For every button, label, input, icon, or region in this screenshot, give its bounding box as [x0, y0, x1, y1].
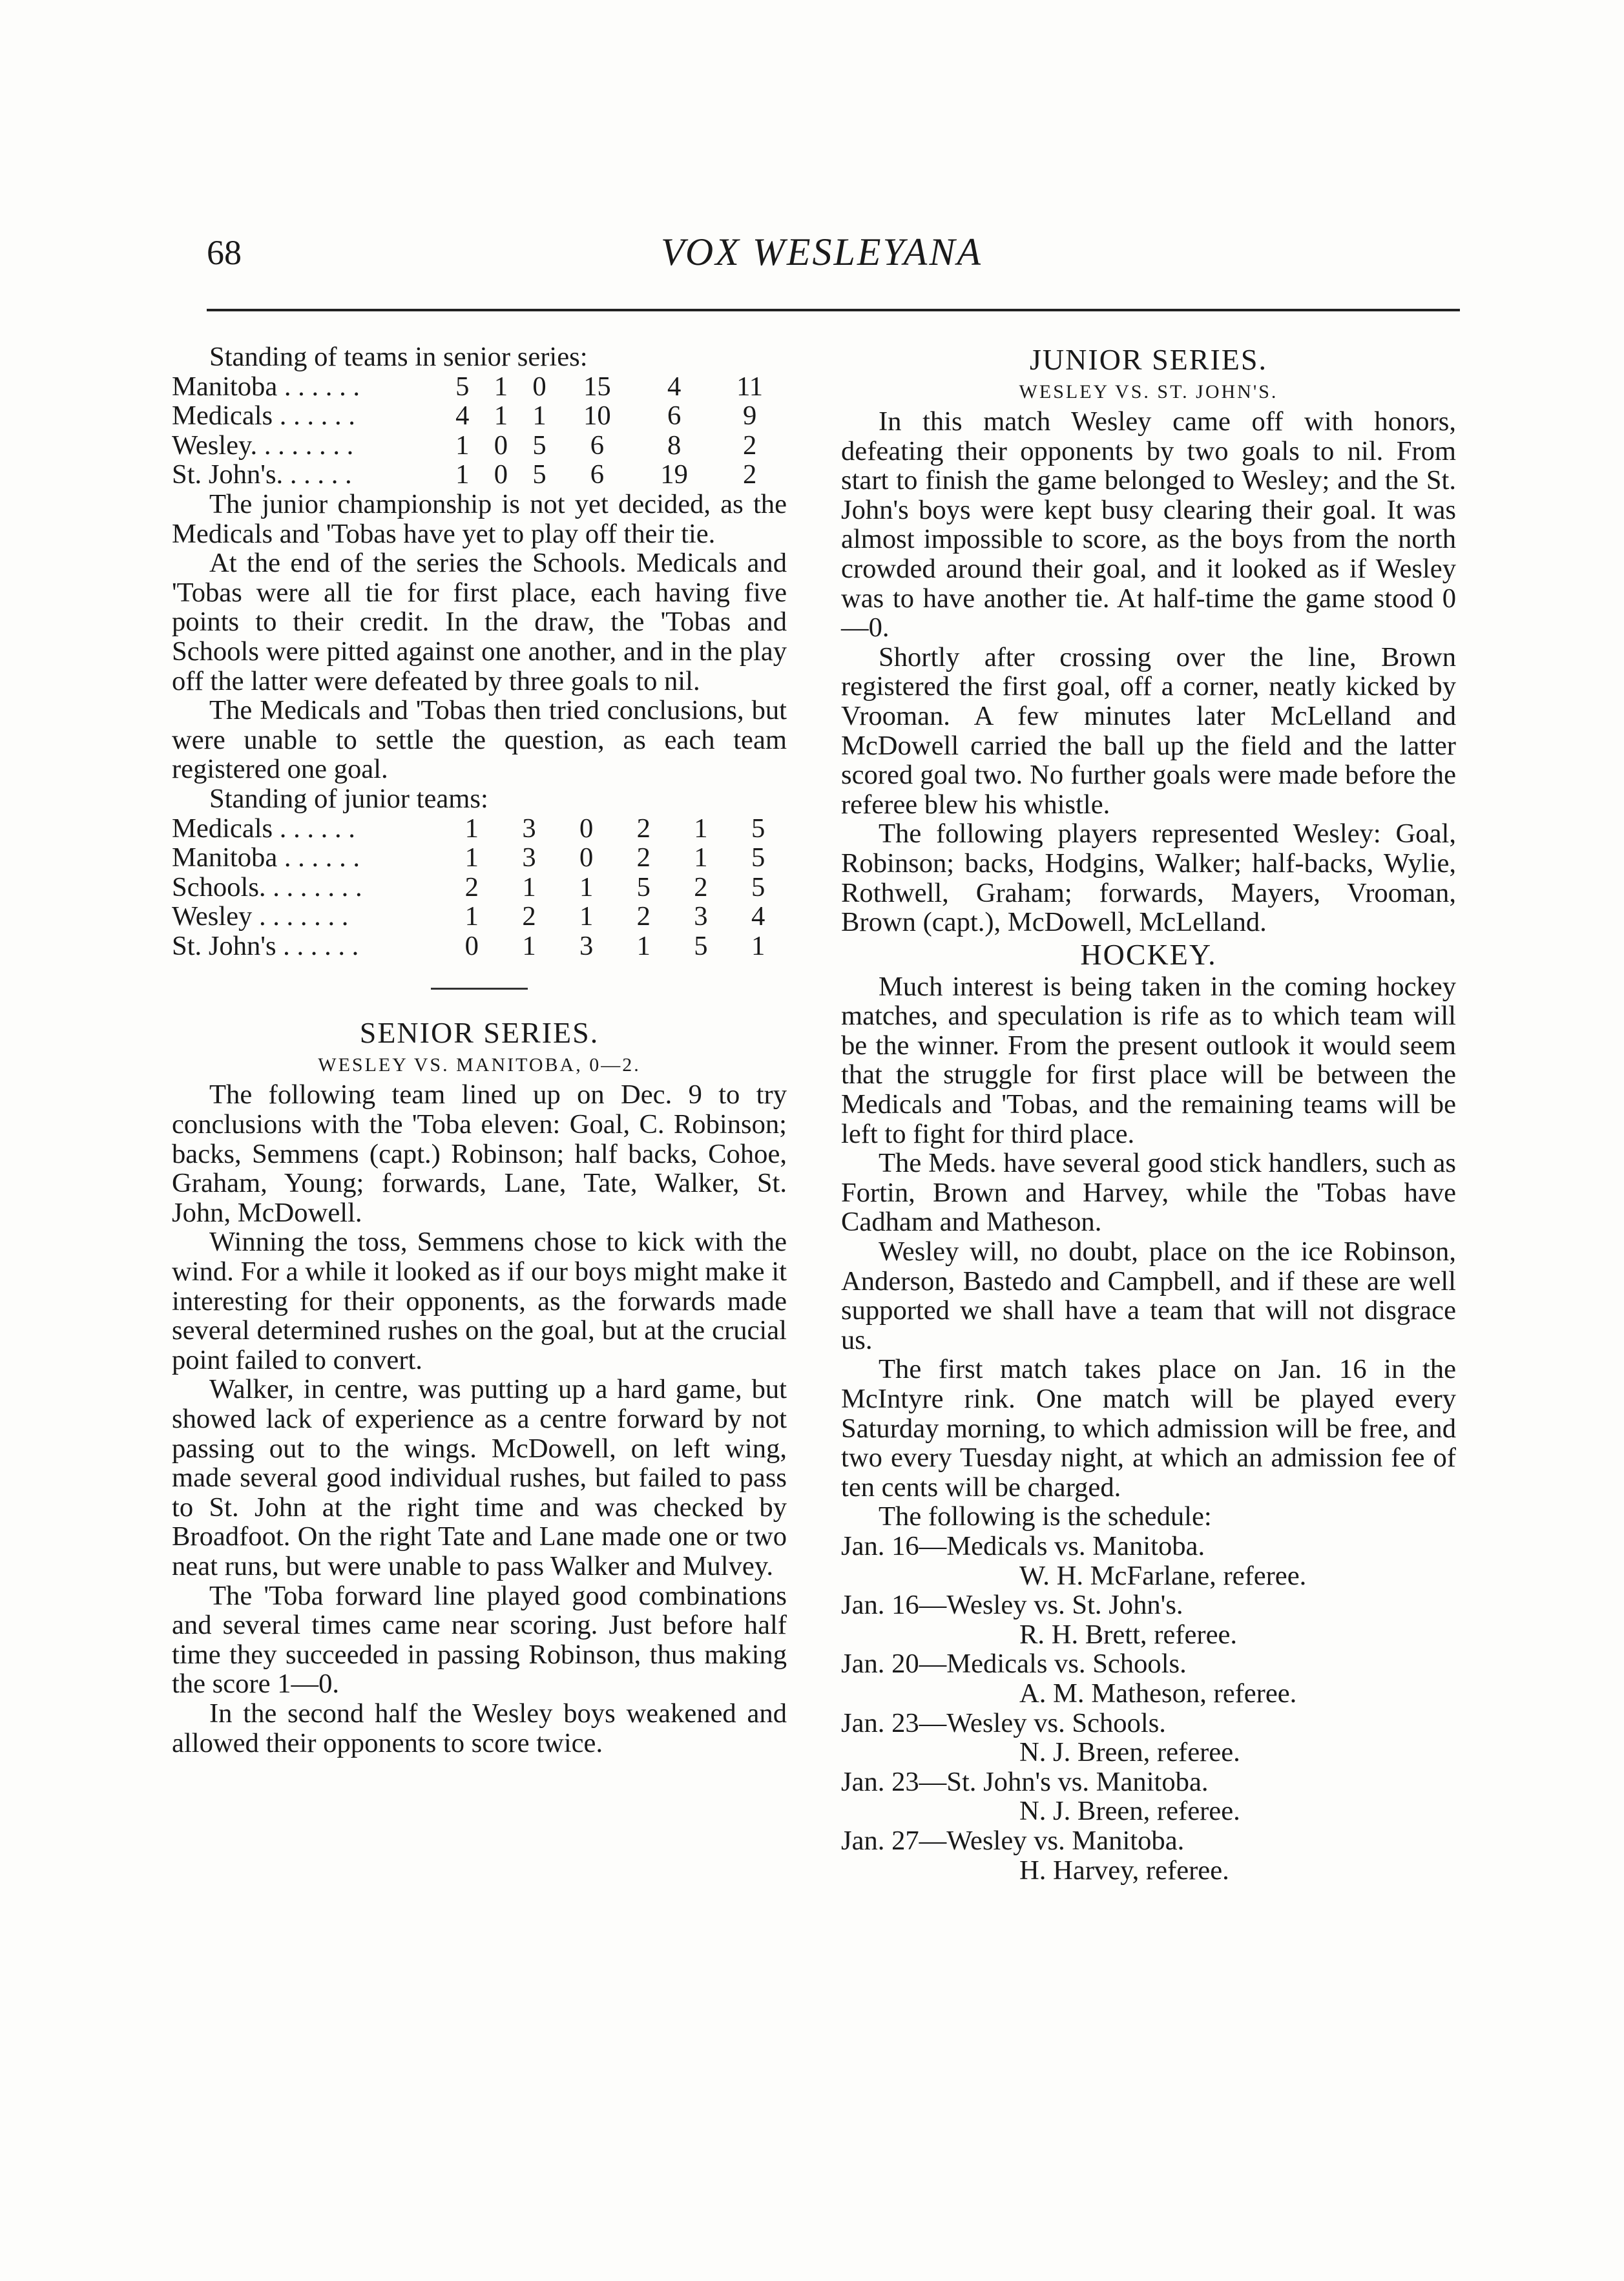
- stat-cell: 2: [464, 871, 479, 902]
- stat-cell: 5: [455, 371, 470, 402]
- team-cell: Wesley . . . . . . .: [172, 901, 349, 932]
- table-row: [172, 843, 787, 873]
- paragraph: The following team lined up on Dec. 9 to try conclusions with the 'Toba eleven: Goal, C. Robinson; backs, Semmens (capt.) Robinson; half backs, Cohoe, Graham, Young; forwards, Lane, Tate, Walker, St. John, McDowell.: [172, 1079, 787, 1228]
- senior-standing-intro: Standing of teams in senior series:: [209, 342, 588, 372]
- schedule-match: Jan. 23—Wesley vs. Schools.: [841, 1707, 1166, 1738]
- header-rule: [207, 309, 1460, 311]
- stat-cell: 0: [579, 842, 594, 873]
- stat-cell: 1: [522, 930, 536, 961]
- stat-cell: 1: [579, 901, 594, 932]
- stat-cell: 1: [464, 842, 479, 873]
- table-row: [172, 372, 787, 402]
- stat-cell: 4: [667, 371, 682, 402]
- stat-cell: 1: [494, 401, 508, 432]
- paragraph: The Medicals and 'Tobas then tried conclusions, but were unable to settle the question, as each team registered one goal.: [172, 695, 787, 785]
- junior-standings-table: [172, 814, 787, 961]
- stat-cell: 3: [522, 842, 536, 873]
- schedule-referee: N. J. Breen, referee.: [1019, 1737, 1240, 1768]
- schedule-referee: N. J. Breen, referee.: [1019, 1796, 1240, 1827]
- team-cell: Manitoba . . . . . .: [172, 371, 360, 402]
- table-row: [172, 932, 787, 961]
- stat-cell: 1: [694, 813, 708, 844]
- stat-cell: 6: [590, 459, 605, 490]
- senior-series-heading: SENIOR SERIES.: [359, 1016, 599, 1050]
- schedule-referee: A. M. Matheson, referee.: [1019, 1678, 1297, 1709]
- team-cell: Medicals . . . . . .: [172, 401, 355, 432]
- junior-standing-intro: Standing of junior teams:: [209, 783, 488, 814]
- stat-cell: 4: [455, 401, 470, 432]
- schedule-match: Jan. 16—Medicals vs. Manitoba.: [841, 1530, 1205, 1561]
- stat-cell: 1: [522, 871, 536, 902]
- paragraph: Winning the toss, Semmens chose to kick with the wind. For a while it looked as if our boys might make it interesting for their opponents, as the forwards made several determined rushes on the goal, but at the crucial point failed to convert.: [172, 1227, 787, 1375]
- stat-cell: 5: [751, 842, 765, 873]
- schedule-match: Jan. 27—Wesley vs. Manitoba.: [841, 1825, 1185, 1856]
- stat-cell: 5: [751, 813, 765, 844]
- stat-cell: 1: [464, 901, 479, 932]
- stat-cell: 1: [532, 401, 547, 432]
- schedule-referee: R. H. Brett, referee.: [1019, 1619, 1238, 1650]
- paragraph: At the end of the series the Schools. Medicals and 'Tobas were all tie for first place, each having five points to their credit. In the draw, the 'Tobas and Schools were pitted against one another, and in the play off the latter were defeated by three goals to nil.: [172, 548, 787, 696]
- stat-cell: 5: [532, 459, 547, 490]
- table-row: [172, 431, 787, 461]
- table-row: [172, 401, 787, 431]
- paragraph: The 'Toba forward line played good combinations and several times came near scoring. Just before half time they succeeded in passing Robinson, thus making the score 1—0.: [172, 1580, 787, 1700]
- table-row: [172, 873, 787, 902]
- stat-cell: 0: [532, 371, 547, 402]
- paragraph: Walker, in centre, was putting up a hard game, but showed lack of experience as a centre forward by not passing out to the wings. McDowell, on left wing, made several good individual rushes, but failed to pass to St. John at the right time and was checked by Broadfoot. On the right Tate and Lane made one or two neat runs, but were unable to pass Walker and Mulvey.: [172, 1374, 787, 1581]
- schedule-list: [841, 1532, 1456, 1885]
- schedule-referee: H. Harvey, referee.: [1019, 1855, 1229, 1886]
- schedule-match: Jan. 16—Wesley vs. St. John's.: [841, 1590, 1183, 1621]
- hockey-heading: HOCKEY.: [1080, 937, 1217, 971]
- junior-series-subheading: WESLEY VS. ST. JOHN'S.: [1019, 381, 1278, 402]
- senior-series-subheading: WESLEY VS. MANITOBA, 0—2.: [318, 1054, 641, 1076]
- stat-cell: 4: [751, 901, 765, 932]
- schedule-intro: The following is the schedule:: [879, 1501, 1212, 1532]
- stat-cell: 0: [579, 813, 594, 844]
- section-divider: [431, 988, 528, 990]
- stat-cell: 2: [636, 901, 651, 932]
- paragraph: Wesley will, no doubt, place on the ice Robinson, Anderson, Bastedo and Campbell, and if these are well supported we shall have a team that will not disgrace us.: [841, 1236, 1456, 1355]
- stat-cell: 1: [694, 842, 708, 873]
- stat-cell: 2: [636, 813, 651, 844]
- stat-cell: 6: [667, 401, 682, 432]
- team-cell: St. John's . . . . . .: [172, 930, 359, 961]
- stat-cell: 5: [532, 430, 547, 461]
- stat-cell: 6: [590, 430, 605, 461]
- page-number: 68: [207, 233, 242, 272]
- stat-cell: 3: [694, 901, 708, 932]
- right-column: [841, 342, 1456, 1885]
- stat-cell: 5: [751, 871, 765, 902]
- team-cell: Wesley. . . . . . . .: [172, 430, 354, 461]
- stat-cell: 1: [455, 430, 470, 461]
- stat-cell: 9: [742, 401, 757, 432]
- stat-cell: 8: [667, 430, 682, 461]
- paragraph: Much interest is being taken in the coming hockey matches, and speculation is rife as to which team will be the winner. From the present outlook it would seem that the struggle for first place will be between the Medicals and 'Tobas, and the remaining teams will be left to fight for third place.: [841, 971, 1456, 1149]
- stat-cell: 3: [522, 813, 536, 844]
- team-cell: Schools. . . . . . . .: [172, 871, 362, 902]
- stat-cell: 2: [742, 459, 757, 490]
- stat-cell: 2: [742, 430, 757, 461]
- stat-cell: 2: [522, 901, 536, 932]
- paragraph: In the second half the Wesley boys weakened and allowed their opponents to score twice.: [172, 1698, 787, 1758]
- schedule-match: Jan. 23—St. John's vs. Manitoba.: [841, 1766, 1209, 1797]
- stat-cell: 5: [694, 930, 708, 961]
- stat-cell: 1: [464, 813, 479, 844]
- stat-cell: 1: [751, 930, 765, 961]
- paragraph: Shortly after crossing over the line, Brown registered the first goal, off a corner, neatly kicked by Vrooman. A few minutes later McLelland and McDowell carried the ball up the field and the latter scored goal two. No further goals were made before the referee blew his whistle.: [841, 641, 1456, 820]
- stat-cell: 19: [660, 459, 688, 490]
- paragraph: The junior championship is not yet decided, as the Medicals and 'Tobas have yet to play off their tie.: [172, 488, 787, 549]
- stat-cell: 3: [579, 930, 594, 961]
- stat-cell: 0: [494, 459, 508, 490]
- stat-cell: 11: [736, 371, 764, 402]
- paragraph: The following players represented Wesley: Goal, Robinson; backs, Hodgins, Walker; half-backs, Wylie, Rothwell, Graham; forwards, Mayers, Vrooman, Brown (capt.), McDowell, McLelland.: [841, 818, 1456, 938]
- team-cell: St. John's. . . . . .: [172, 459, 352, 490]
- paragraph: In this match Wesley came off with honors, defeating their opponents by two goals to nil. From start to finish the game belonged to Wesley; and the St. John's boys were kept busy clearing their goal. It was almost impossible to score, as the boys from the north crowded around their goal, and it looked as if Wesley was to have another tie. At half-time the game stood 0—0.: [841, 406, 1456, 643]
- stat-cell: 0: [464, 930, 479, 961]
- team-cell: Manitoba . . . . . .: [172, 842, 360, 873]
- table-row: [172, 460, 787, 490]
- schedule-referee: W. H. McFarlane, referee.: [1019, 1560, 1307, 1591]
- stat-cell: 2: [636, 842, 651, 873]
- senior-standings-table: [172, 372, 787, 490]
- team-cell: Medicals . . . . . .: [172, 813, 355, 844]
- stat-cell: 15: [583, 371, 611, 402]
- table-row: [172, 902, 787, 932]
- stat-cell: 2: [694, 871, 708, 902]
- stat-cell: 1: [579, 871, 594, 902]
- stat-cell: 1: [455, 459, 470, 490]
- stat-cell: 1: [494, 371, 508, 402]
- paragraph: The Meds. have several good stick handlers, such as Fortin, Brown and Harvey, while the 'Tobas have Cadham and Matheson.: [841, 1148, 1456, 1238]
- table-row: [172, 814, 787, 844]
- running-title: VOX WESLEYANA: [661, 231, 983, 273]
- paragraph: The first match takes place on Jan. 16 in the McIntyre rink. One match will be played every Saturday morning, to which admission will be free, and two every Tuesday night, at which an admission fee of ten cents will be charged.: [841, 1354, 1456, 1503]
- schedule-match: Jan. 20—Medicals vs. Schools.: [841, 1649, 1187, 1680]
- junior-series-heading: JUNIOR SERIES.: [1030, 343, 1267, 376]
- stat-cell: 1: [636, 930, 651, 961]
- stat-cell: 5: [636, 871, 651, 902]
- stat-cell: 10: [583, 401, 611, 432]
- stat-cell: 0: [494, 430, 508, 461]
- left-column: [172, 342, 787, 1758]
